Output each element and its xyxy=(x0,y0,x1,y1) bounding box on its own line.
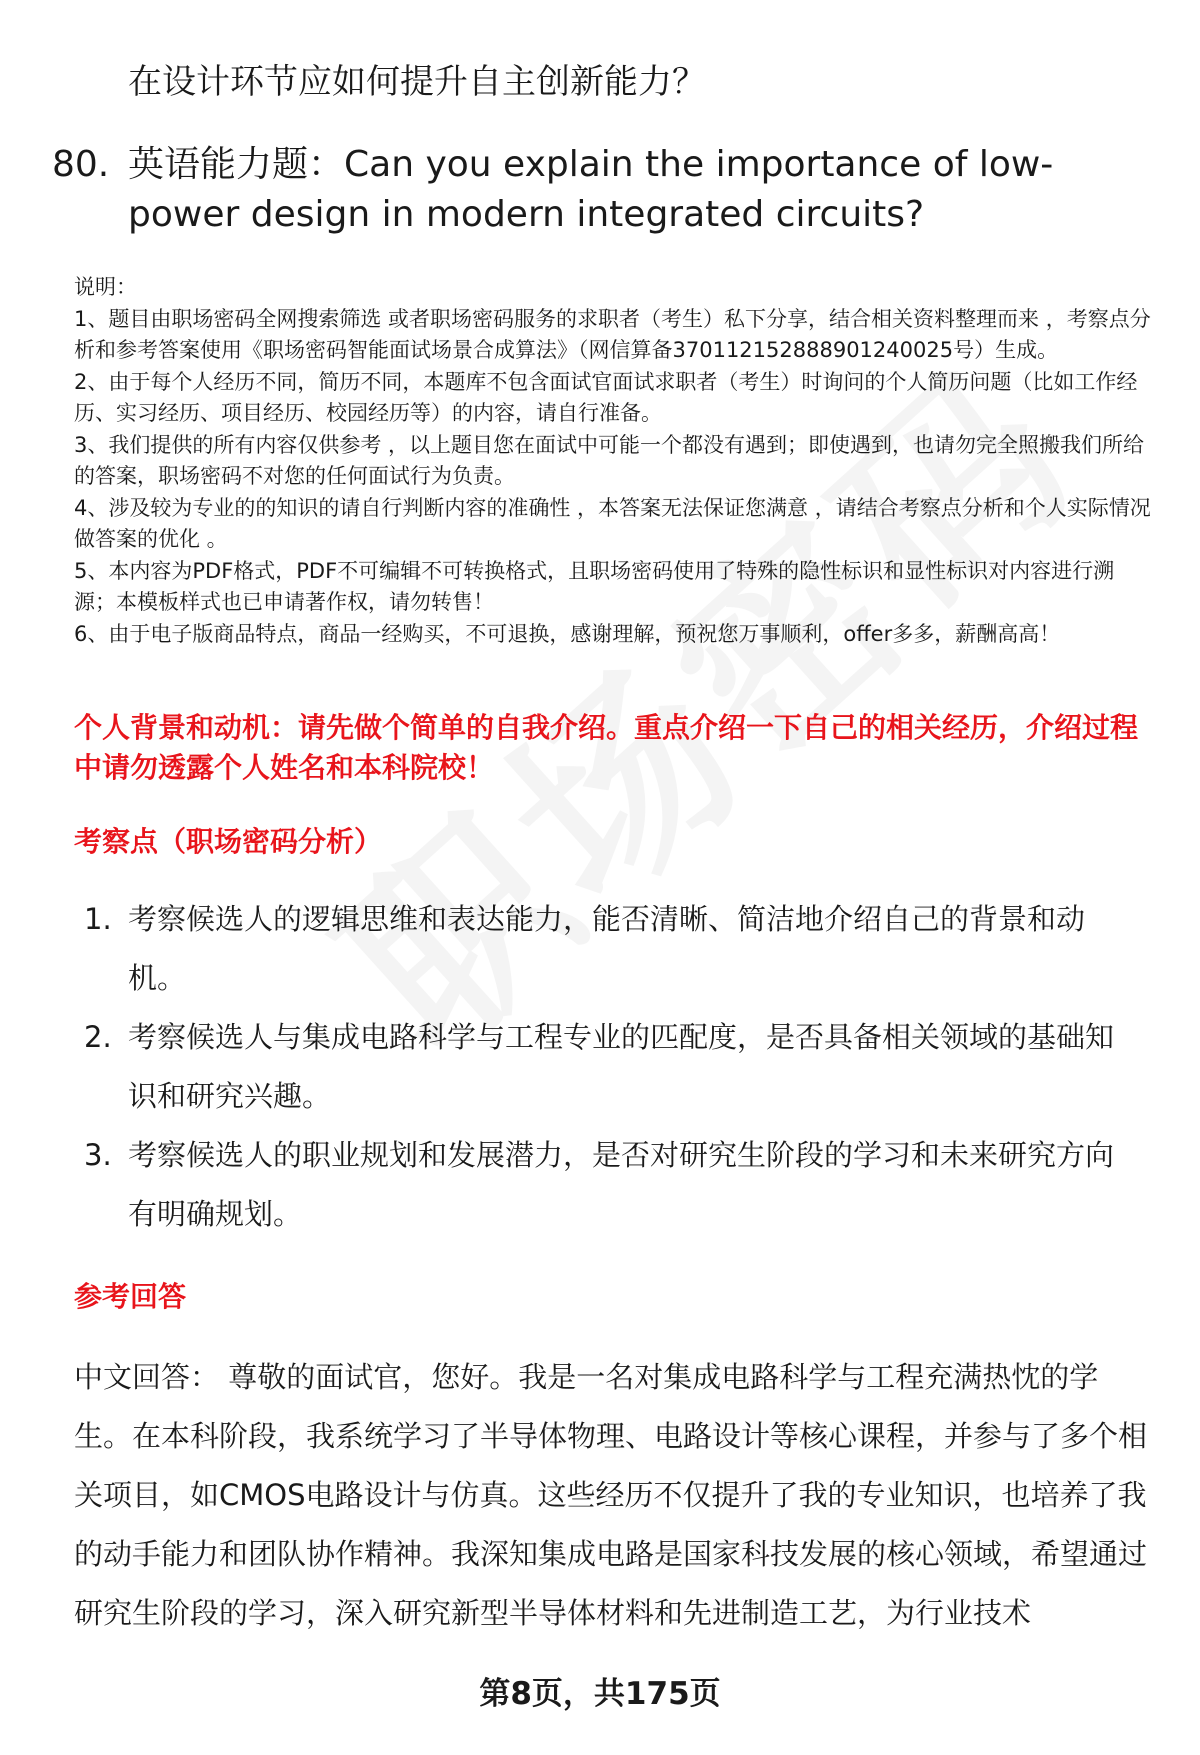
notes-section xyxy=(74,272,1154,650)
notes-title: 说明： xyxy=(74,275,137,299)
assessment-point xyxy=(84,1008,1164,1126)
point-number: 2. xyxy=(84,1020,112,1054)
assessment-point xyxy=(84,890,1164,1008)
note-item: 5、本内容为PDF格式，PDF不可编辑不可转换格式，且职场密码使用了特殊的隐性标识和显性标识对内容进行溯源；本模板样式也已申请著作权，请勿转售！ xyxy=(74,558,1115,614)
point-text: 考察候选人的职业规划和发展潜力，是否对研究生阶段的学习和未来研究方向有明确规划。 xyxy=(128,1138,1115,1231)
question-continuation: 在设计环节应如何提升自主创新能力？ xyxy=(128,62,706,102)
note-item: 4、涉及较为专业的的知识的请自行判断内容的准确性 ，本答案无法保证您满意 ，请结合考察点分析和个人实际情况做答案的优化 。 xyxy=(74,495,1151,551)
question-80 xyxy=(52,140,1152,240)
assessment-heading: 考察点（职场密码分析） xyxy=(74,825,383,858)
background-question: 个人背景和动机：请先做个简单的自我介绍。重点介绍一下自己的相关经历，介绍过程中请勿透露个人姓名和本科院校！ xyxy=(74,711,1139,784)
question-text: 英语能力题：Can you explain the importance of low-power design in modern integrated circuits? xyxy=(128,144,1054,235)
note-item: 1、题目由职场密码全网搜索筛选 或者职场密码服务的求职者（考生）私下分享，结合相关资料整理而来 ，考察点分析和参考答案使用《职场密码智能面试场景合成算法》（网信算备370112152888901240025号）生成。 xyxy=(74,306,1151,362)
note-item: 3、我们提供的所有内容仅供参考 ，以上题目您在面试中可能一个都没有遇到；即使遇到，也请勿完全照搬我们所给的答案，职场密码不对您的任何面试行为负责。 xyxy=(74,432,1145,488)
assessment-point xyxy=(84,1126,1164,1244)
note-item: 6、由于电子版商品特点，商品一经购买，不可退换，感谢理解，预祝您万事顺利，offer多多，薪酬高高！ xyxy=(74,621,1061,646)
point-text: 考察候选人与集成电路科学与工程专业的匹配度，是否具备相关领域的基础知识和研究兴趣。 xyxy=(128,1020,1115,1113)
assessment-points xyxy=(84,890,1164,1244)
point-text: 考察候选人的逻辑思维和表达能力，能否清晰、简洁地介绍自己的背景和动机。 xyxy=(128,902,1086,995)
page-footer: 第8页，共175页 xyxy=(479,1676,721,1712)
note-item: 2、由于每个人经历不同，简历不同，本题库不包含面试官面试求职者（考生）时询问的个人简历问题（比如工作经历、实习经历、项目经历、校园经历等）的内容，请自行准备。 xyxy=(74,369,1138,425)
question-number: 80. xyxy=(52,144,110,185)
reference-answer: 中文回答： 尊敬的面试官，您好。我是一名对集成电路科学与工程充满热忱的学生。在本科阶段，我系统学习了半导体物理、电路设计等核心课程，并参与了多个相关项目，如CMOS电路设计与仿真。这些经历不仅提升了我的专业知识，也培养了我的动手能力和团队协作精神。我深知集成电路是国家科技发展的核心领域，希望通过研究生阶段的学习，深入研究新型半导体材料和先进制造工艺，为行业技术 xyxy=(74,1360,1148,1630)
point-number: 1. xyxy=(84,902,112,936)
point-number: 3. xyxy=(84,1138,112,1172)
reference-heading: 参考回答 xyxy=(74,1280,187,1313)
